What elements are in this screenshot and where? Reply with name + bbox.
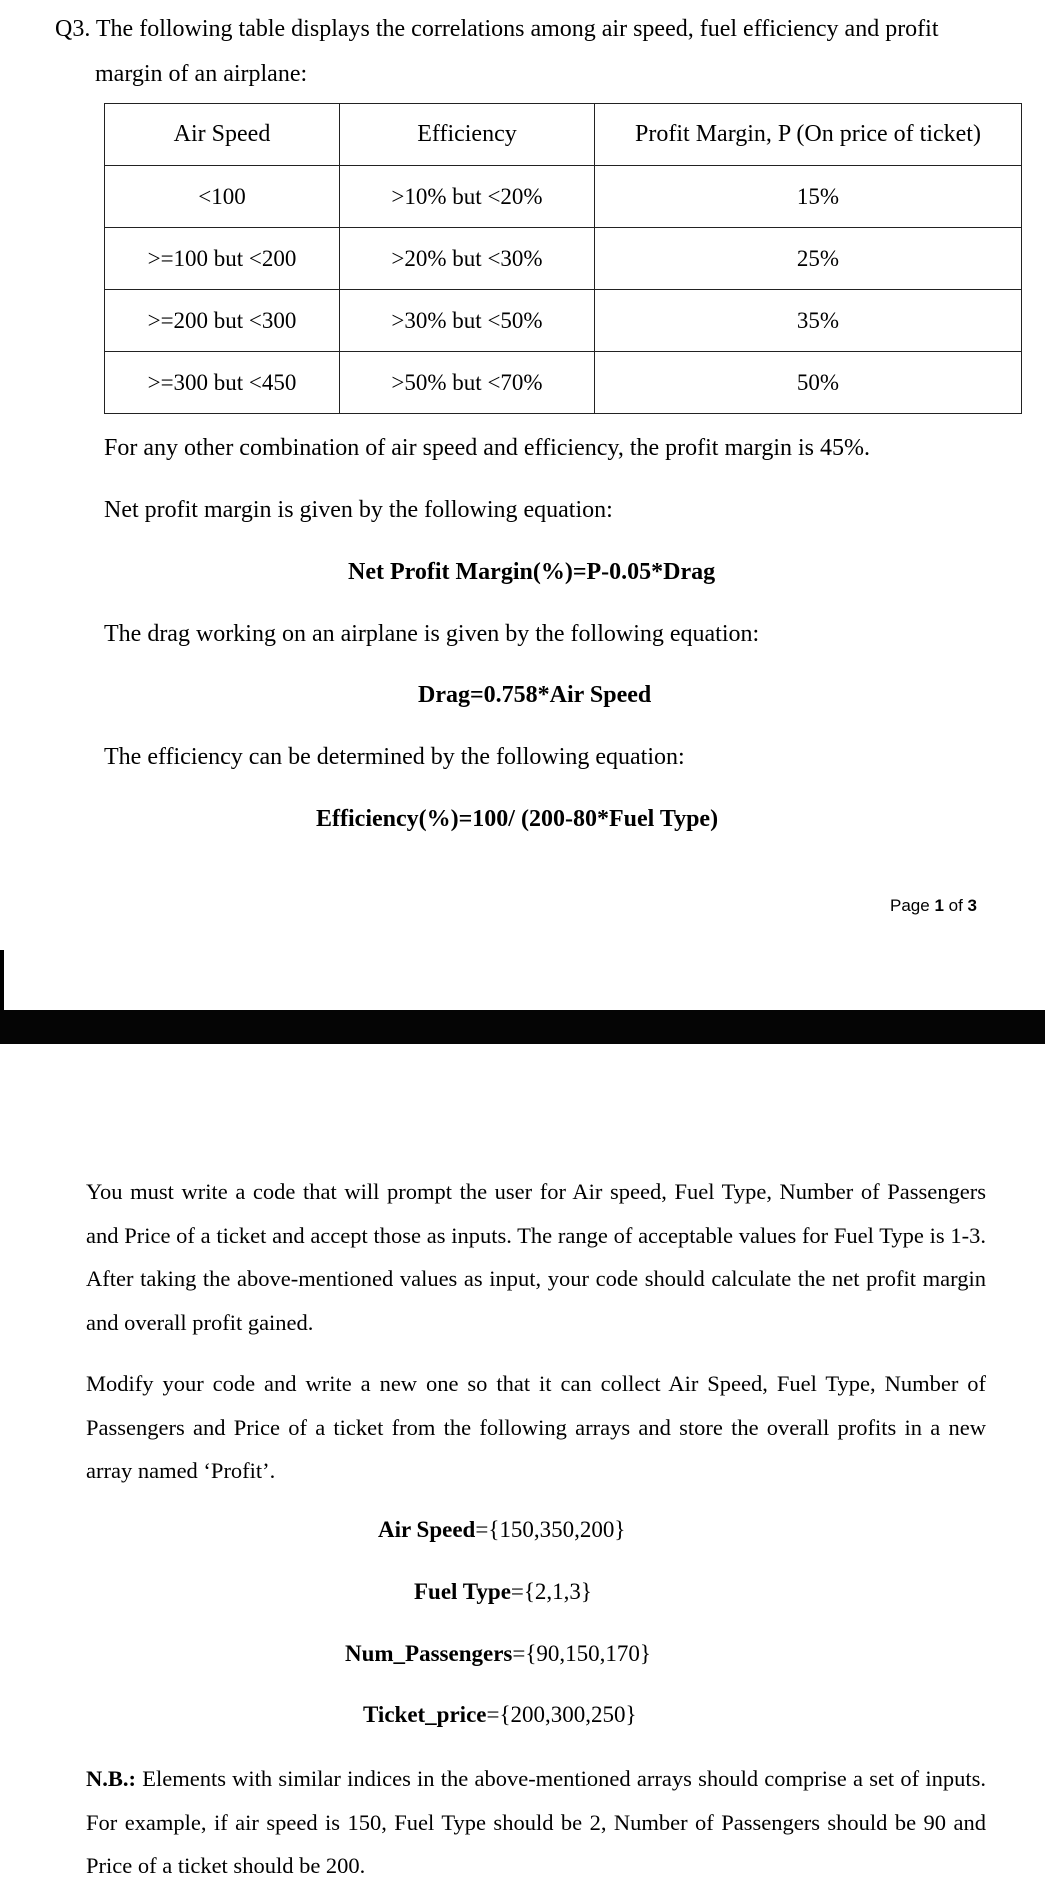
cell-profit-margin: 25%: [595, 228, 1022, 290]
page-of: of: [943, 896, 968, 915]
cell-efficiency: >50% but <70%: [340, 352, 595, 414]
page-number: [890, 896, 977, 916]
page-edge: [0, 950, 4, 1010]
nb-label: N.B.:: [86, 1766, 136, 1791]
efficiency-equation: Efficiency(%)=100/ (200-80*Fuel Type): [316, 806, 719, 832]
array-name: Ticket_price: [363, 1702, 487, 1727]
task-2-paragraph: Modify your code and write a new one so that it can collect Air Speed, Fuel Type, Number of Passengers and Price of a ticket from the following arrays and store the overall profits in a new array named ‘Profit’.: [86, 1371, 986, 1483]
cell-efficiency: >30% but <50%: [340, 290, 595, 352]
profit-margin-table: [104, 103, 1022, 414]
question-line-1: Q3. The following table displays the correlations among air speed, fuel efficiency and profit: [55, 16, 939, 42]
task-1-paragraph: You must write a code that will prompt the user for Air speed, Fuel Type, Number of Passengers and Price of a ticket and accept those as inputs. The range of acceptable values for Fuel Type is 1-3. After taking the above-mentioned values as input, your code should calculate the net profit margin and overall profit gained.: [86, 1179, 986, 1335]
cell-air-speed: >=300 but <450: [105, 352, 340, 414]
cell-profit-margin: 50%: [595, 352, 1022, 414]
drag-intro: The drag working on an airplane is given by the following equation:: [104, 621, 760, 647]
array-ticket-price: [363, 1700, 637, 1730]
page-prefix: Page: [890, 896, 935, 915]
question-line-2: margin of an airplane:: [95, 61, 308, 87]
other-combination-text: For any other combination of air speed and efficiency, the profit margin is 45%.: [104, 435, 871, 461]
array-values: ={200,300,250}: [486, 1702, 637, 1727]
cell-profit-margin: 35%: [595, 290, 1022, 352]
array-air-speed: [378, 1515, 625, 1545]
nb-paragraph: [86, 1757, 986, 1888]
table-header-row: [105, 104, 1022, 166]
array-num-passengers: [345, 1639, 651, 1669]
table-row: [105, 228, 1022, 290]
table-row: [105, 166, 1022, 228]
table-row: [105, 352, 1022, 414]
net-profit-intro: Net profit margin is given by the following equation:: [104, 497, 613, 523]
page-current: 1: [934, 896, 944, 915]
array-name: Fuel Type: [414, 1579, 511, 1604]
cell-efficiency: >10% but <20%: [340, 166, 595, 228]
array-values: ={2,1,3}: [510, 1579, 592, 1604]
cell-profit-margin: 15%: [595, 166, 1022, 228]
array-name: Air Speed: [378, 1517, 476, 1542]
cell-air-speed: >=100 but <200: [105, 228, 340, 290]
array-name: Num_Passengers: [345, 1641, 513, 1666]
cell-air-speed: <100: [105, 166, 340, 228]
table-row: [105, 290, 1022, 352]
drag-equation: Drag=0.758*Air Speed: [418, 682, 652, 708]
page-divider: [0, 1010, 1045, 1044]
page-total: 3: [967, 896, 977, 915]
array-values: ={150,350,200}: [475, 1517, 626, 1542]
nb-text: Elements with similar indices in the above-mentioned arrays should comprise a set of inputs. For example, if air speed is 150, Fuel Type should be 2, Number of Passengers should be 90 and Price of a ticket should be 200.: [86, 1766, 986, 1878]
document-page-2: [0, 1044, 1045, 1896]
array-fuel-type: [414, 1577, 592, 1607]
header-efficiency: Efficiency: [340, 104, 595, 166]
cell-efficiency: >20% but <30%: [340, 228, 595, 290]
cell-air-speed: >=200 but <300: [105, 290, 340, 352]
header-profit-margin: Profit Margin, P (On price of ticket): [595, 104, 1022, 166]
net-profit-equation: Net Profit Margin(%)=P-0.05*Drag: [348, 559, 716, 585]
header-air-speed: Air Speed: [105, 104, 340, 166]
efficiency-intro: The efficiency can be determined by the following equation:: [104, 744, 685, 770]
array-values: ={90,150,170}: [512, 1641, 651, 1666]
